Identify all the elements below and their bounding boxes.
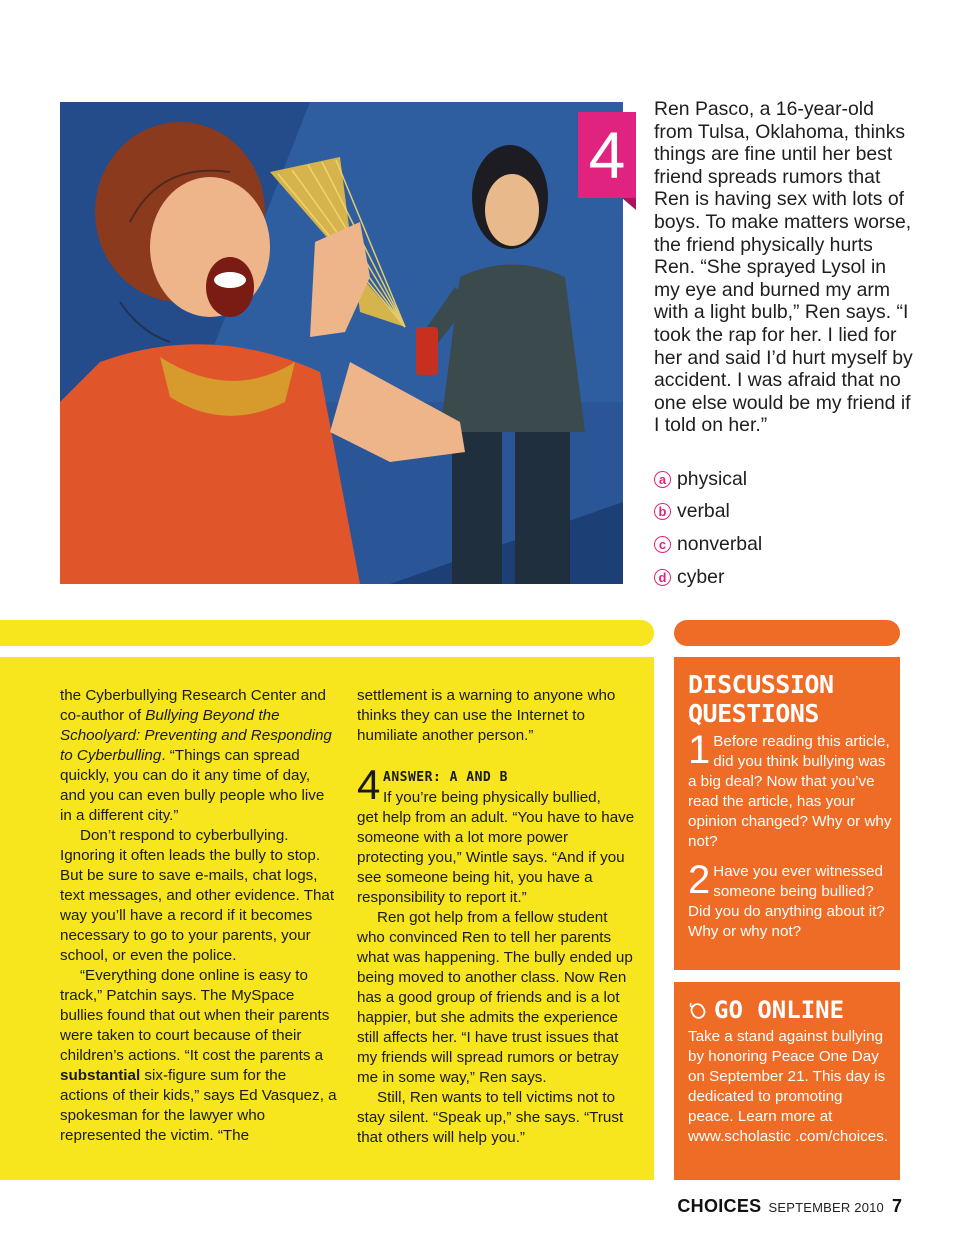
col1-paragraph-3 <box>60 966 338 1146</box>
col1-paragraph-1 <box>60 686 338 826</box>
article-column-2 <box>357 686 635 1148</box>
question-1-number: 1 <box>688 728 711 772</box>
go-online-heading <box>688 996 844 1024</box>
col2-paragraph-3: Ren got help from a fellow student who convinced Ren to tell her parents what was happening. The bully ended up being moved to another class. Now Ren has a good group of friends and is a lot happier, but she admits the experience still affects her. “I have trust issues that my friends will spread rumors or betray me in some way,” Ren says. <box>357 909 633 1086</box>
option-a-letter: a <box>654 471 671 488</box>
go-online-text: Take a stand against bullying by honoring Peace One Day on September 21. This day is dedicated to promoting peace. Learn more at www.scholastic .com/choices. <box>688 1028 889 1145</box>
yellow-divider-bar <box>0 620 654 646</box>
orange-divider-bar <box>674 620 900 646</box>
option-b-label: verbal <box>677 500 730 523</box>
question-1-text: Before reading this article, did you think bullying was a big deal? Now that you’ve read the article, has your opinion changed? Why or why not? <box>688 733 892 850</box>
discussion-question-2 <box>688 858 892 942</box>
go-online-title: GO ONLINE <box>714 996 845 1024</box>
answer-number: 4 <box>357 761 381 808</box>
col1-p1-text-end: . “Things can spread quickly, you can do it any time of day, and you can even bully people who live in a different city.” <box>60 747 325 824</box>
option-d[interactable] <box>654 561 904 594</box>
answer-options <box>654 463 904 593</box>
option-a[interactable] <box>654 463 904 496</box>
col1-p3-text-end: six-figure sum for the actions of their kids,” says Ed Vasquez, a spokesman for the lawyer who represented the victim. “The <box>60 1067 337 1144</box>
col2-paragraph-4: Still, Ren wants to tell victims not to stay silent. “Speak up,” she says. “Trust that others will help you.” <box>357 1089 624 1146</box>
answer-first-line: If you’re being physically bullied, <box>383 789 601 806</box>
question-2-text: Have you ever witnessed someone being bullied? Did you do anything about it? Why or why not? <box>688 863 885 940</box>
option-a-label: physical <box>677 467 748 490</box>
magazine-name: CHOICES <box>677 1196 762 1216</box>
book-title: Bullying Beyond the Schoolyard: Preventing and Responding to Cyberbulling <box>60 707 332 764</box>
page-number: 7 <box>891 1196 902 1216</box>
issue-date: SEPTEMBER 2010 <box>768 1200 884 1215</box>
answer-text: get help from an adult. “You have to have someone with a lot more power protecting you,” Wintle says. “And if you see someone being hit, you have a responsibility to report it.” <box>357 809 635 906</box>
option-d-letter: d <box>654 569 671 586</box>
col1-paragraph-2: Don’t respond to cyberbullying. Ignoring it often leads the bully to stop. But be sure to save e-mails, chat logs, text messages, and other evidence. That way you’ll have a record if it becomes necessary to go to your parents, your school, or even the police. <box>60 827 335 964</box>
discussion-question-1 <box>688 728 892 852</box>
option-c[interactable] <box>654 528 904 561</box>
option-d-label: cyber <box>677 565 725 588</box>
bullying-illustration <box>60 102 623 584</box>
story-text: Ren Pasco, a 16-year-old from Tulsa, Oklahoma, thinks things are fine until her best friend spreads rumors that Ren is having sex with lots of boys. To make matters worse, the friend physically hurts Ren. “She sprayed Lysol in my eye and burned my arm with a light bulb,” Ren says. “I took the rap for her. I lied for her and said I’d hurt myself by accident. I was afraid that no one else would be my friend if I told on her.” <box>654 98 913 437</box>
option-c-label: nonverbal <box>677 532 763 555</box>
story-number-tab <box>578 112 636 198</box>
col1-p1-text: the Cyberbullying Research Center and co-author of <box>60 687 326 724</box>
option-b[interactable] <box>654 496 904 529</box>
page-footer <box>677 1196 902 1217</box>
answer-heading: ANSWER: A AND B <box>383 770 508 785</box>
story-number: 4 <box>588 118 626 192</box>
option-c-letter: c <box>654 536 671 553</box>
mouse-icon <box>688 1000 710 1020</box>
article-column-1 <box>60 686 338 1146</box>
option-b-letter: b <box>654 503 671 520</box>
discussion-title: DISCUSSION QUESTIONS <box>688 670 834 728</box>
col2-paragraph-1: settlement is a warning to anyone who thinks they can use the Internet to humiliate another person.” <box>357 687 616 744</box>
question-2-number: 2 <box>688 858 711 902</box>
bold-word: substantial <box>60 1067 141 1084</box>
col1-p3-text: “Everything done online is easy to track,” Patchin says. The MySpace bullies found that out when their parents were taken to court because of their children’s actions. “It cost the parents a <box>60 967 330 1064</box>
answer-block <box>357 761 635 908</box>
